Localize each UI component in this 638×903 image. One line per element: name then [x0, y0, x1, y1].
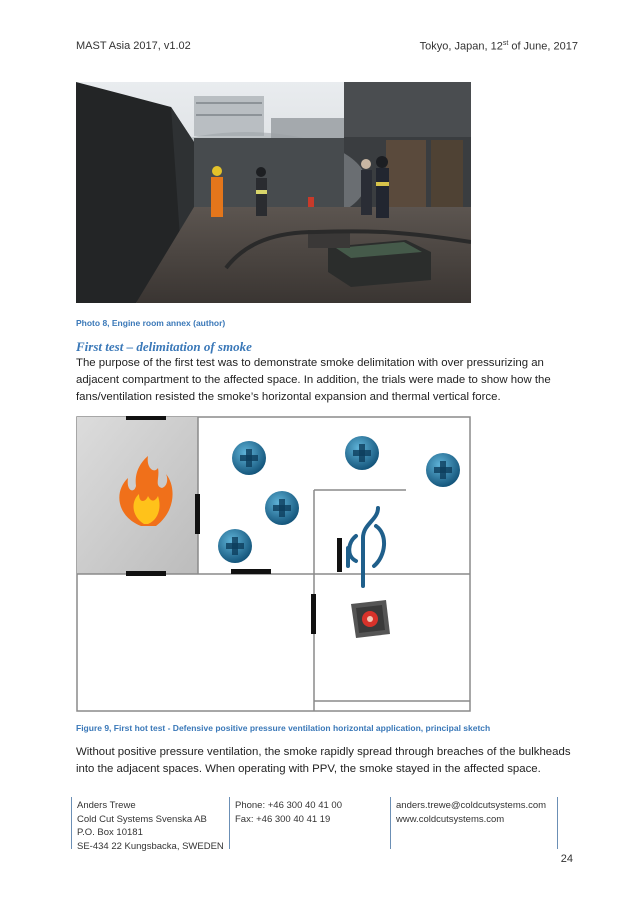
paragraph-1: The purpose of the first test was to demonstrate smoke delimitation with over pressurizing an adjacent compartment to the affected space. In addition, the trials were made to show how the fans/ventilation resisted the smoke’s horizontal expansion and thermal vertical force.	[76, 357, 551, 403]
photo-caption: Photo 8, Engine room annex (author)	[76, 318, 226, 328]
website-link[interactable]: www.coldcutsystems.com	[396, 813, 505, 825]
pressure-plus-icon	[426, 453, 460, 487]
paragraph-2: Without positive pressure ventilation, the smoke rapidly spread through breaches of the bulkheads into the adjacent spaces. When operating with PPV, the smoke stayed in the affected space.	[76, 746, 571, 775]
figure-caption: Figure 9, First hot test - Defensive positive pressure ventilation horizontal application, principal sketch	[76, 723, 491, 733]
footer-phone: Phone: +46 300 40 41 00 Fax: +46 300 40 41 19	[235, 800, 342, 825]
pressure-plus-icon	[232, 441, 266, 475]
running-header-right: Tokyo, Japan, 12st of June, 2017	[419, 40, 578, 53]
engine-room-photo	[76, 82, 471, 303]
footer-address: Anders Trewe Cold Cut Systems Svenska AB P.O. Box 10181 SE-434 22 Kungsbacka, SWEDEN	[77, 800, 224, 852]
running-header-left: MAST Asia 2017, v1.02	[76, 40, 191, 52]
fan-icon	[351, 600, 390, 638]
pressure-plus-icon	[265, 491, 299, 525]
pressure-plus-icon	[218, 529, 252, 563]
pressure-plus-icon	[345, 436, 379, 470]
section-heading: First test – delimitation of smoke	[76, 339, 252, 354]
email-link[interactable]: anders.trewe@coldcutsystems.com	[396, 800, 547, 811]
ppv-sketch	[76, 416, 471, 712]
page-number: 24	[560, 853, 573, 865]
footer-contact	[396, 799, 546, 826]
